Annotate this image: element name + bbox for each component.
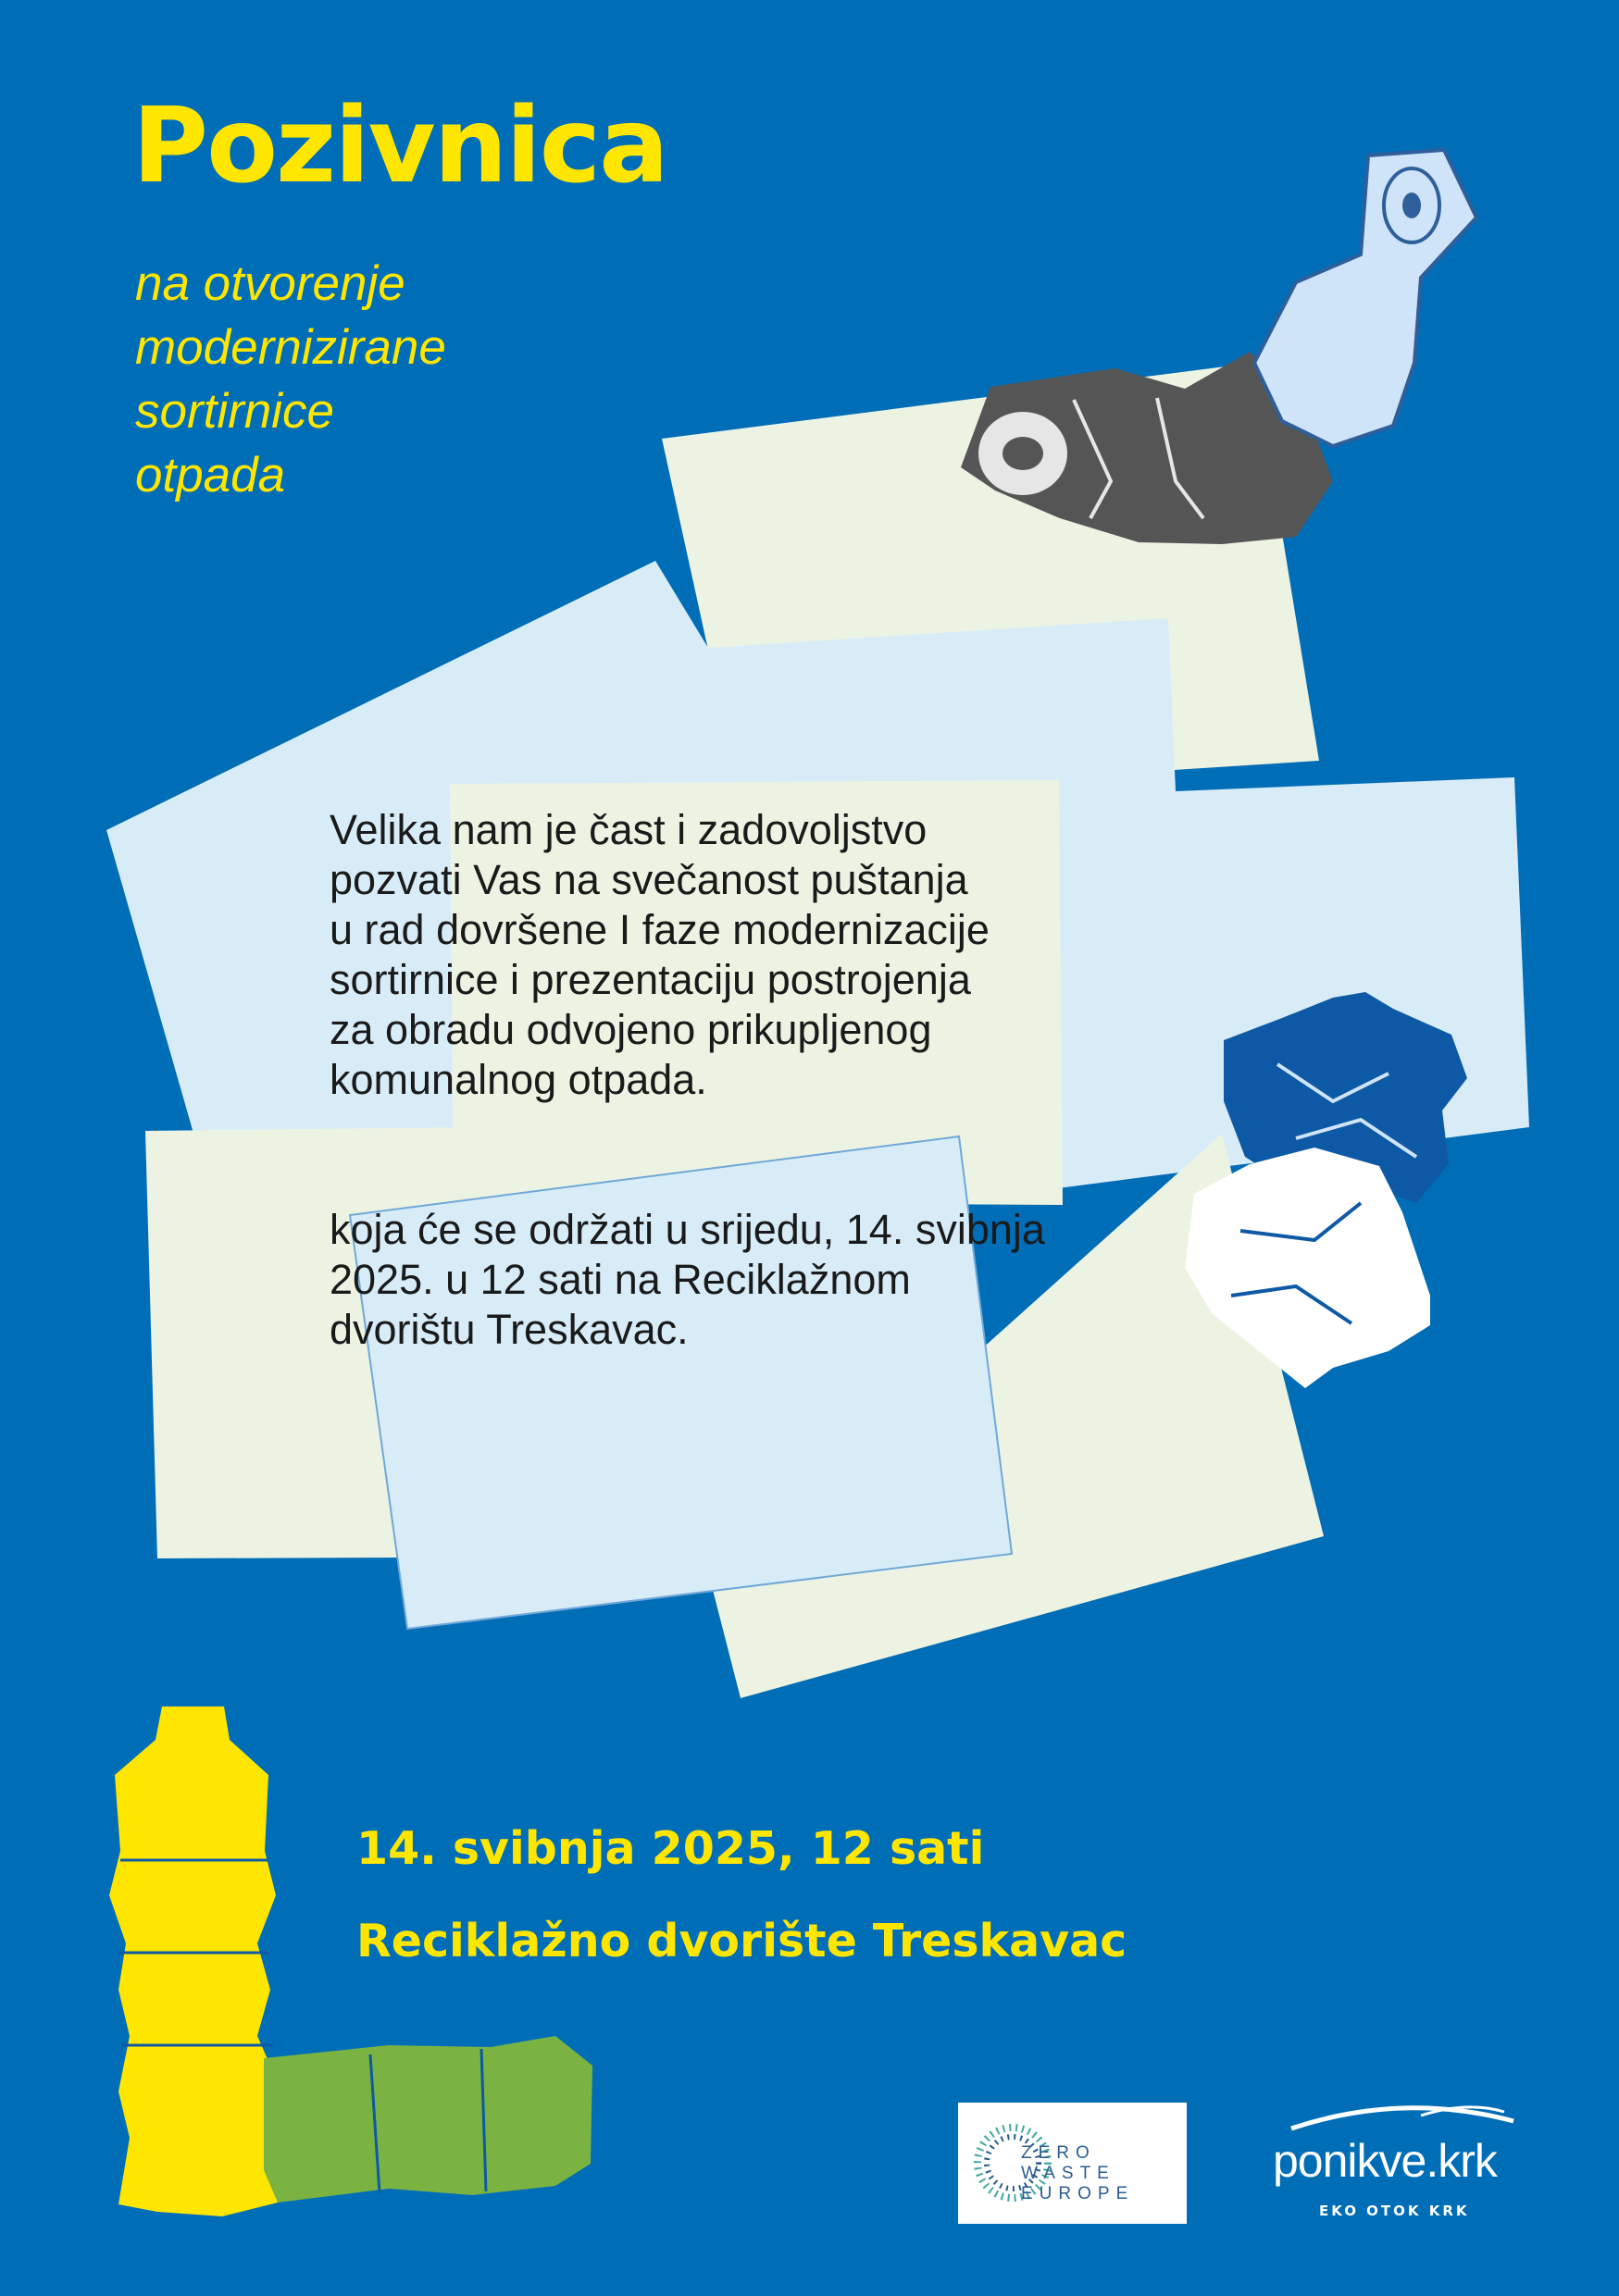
ponikve-tagline: EKO OTOK KRK — [1319, 2203, 1470, 2219]
crushed-yellow-bottle-icon — [109, 1706, 278, 2216]
invitation-body — [330, 805, 1237, 1355]
subtitle-line: na otvorenje — [135, 256, 405, 311]
zero-waste-europe-logo — [958, 2103, 1187, 2224]
logo-text-line: WASTE — [1021, 2164, 1115, 2183]
zero-waste-europe-wordmark — [1021, 2143, 1134, 2204]
logo-text-line: EUROPE — [1021, 2184, 1135, 2203]
body-line: komunalnog otpada. — [330, 1056, 707, 1103]
wave-icon — [1282, 2101, 1532, 2138]
event-details — [356, 1803, 1127, 1988]
ponikve-krk-logo — [1264, 2101, 1541, 2230]
body-line: 2025. u 12 sati na Reciklažnom — [330, 1256, 911, 1303]
body-line: koja će se održati u srijedu, 14. svibnja — [330, 1206, 1045, 1253]
page-title: Pozivnica — [132, 86, 667, 206]
ponikve-wordmark: ponikve.krk — [1273, 2135, 1497, 2187]
crushed-green-bottle-icon — [264, 2036, 592, 2203]
body-line: za obradu odvojeno prikupljenog — [330, 1006, 932, 1053]
subtitle-line: sortirnice — [135, 384, 335, 439]
body-line: pozvati Vas na svečanost puštanja — [330, 856, 968, 903]
paragraph-gap — [330, 1105, 1237, 1205]
body-line: Velika nam je čast i zadovoljstvo — [330, 806, 928, 853]
body-line: sortirnice i prezentaciju postrojenja — [330, 956, 971, 1003]
crushed-bottle-icon — [1254, 150, 1476, 446]
subtitle — [135, 252, 446, 507]
body-line: u rad dovršene I faze modernizacije — [330, 906, 990, 953]
subtitle-line: modernizirane — [135, 320, 446, 375]
subtitle-line: otpada — [135, 448, 286, 503]
body-line: dvorištu Treskavac. — [330, 1306, 689, 1353]
logo-text-line: ZERO — [1021, 2143, 1096, 2163]
event-date-time: 14. svibnja 2025, 12 sati — [356, 1822, 985, 1875]
event-location: Reciklažno dvorište Treskavac — [356, 1915, 1127, 1967]
